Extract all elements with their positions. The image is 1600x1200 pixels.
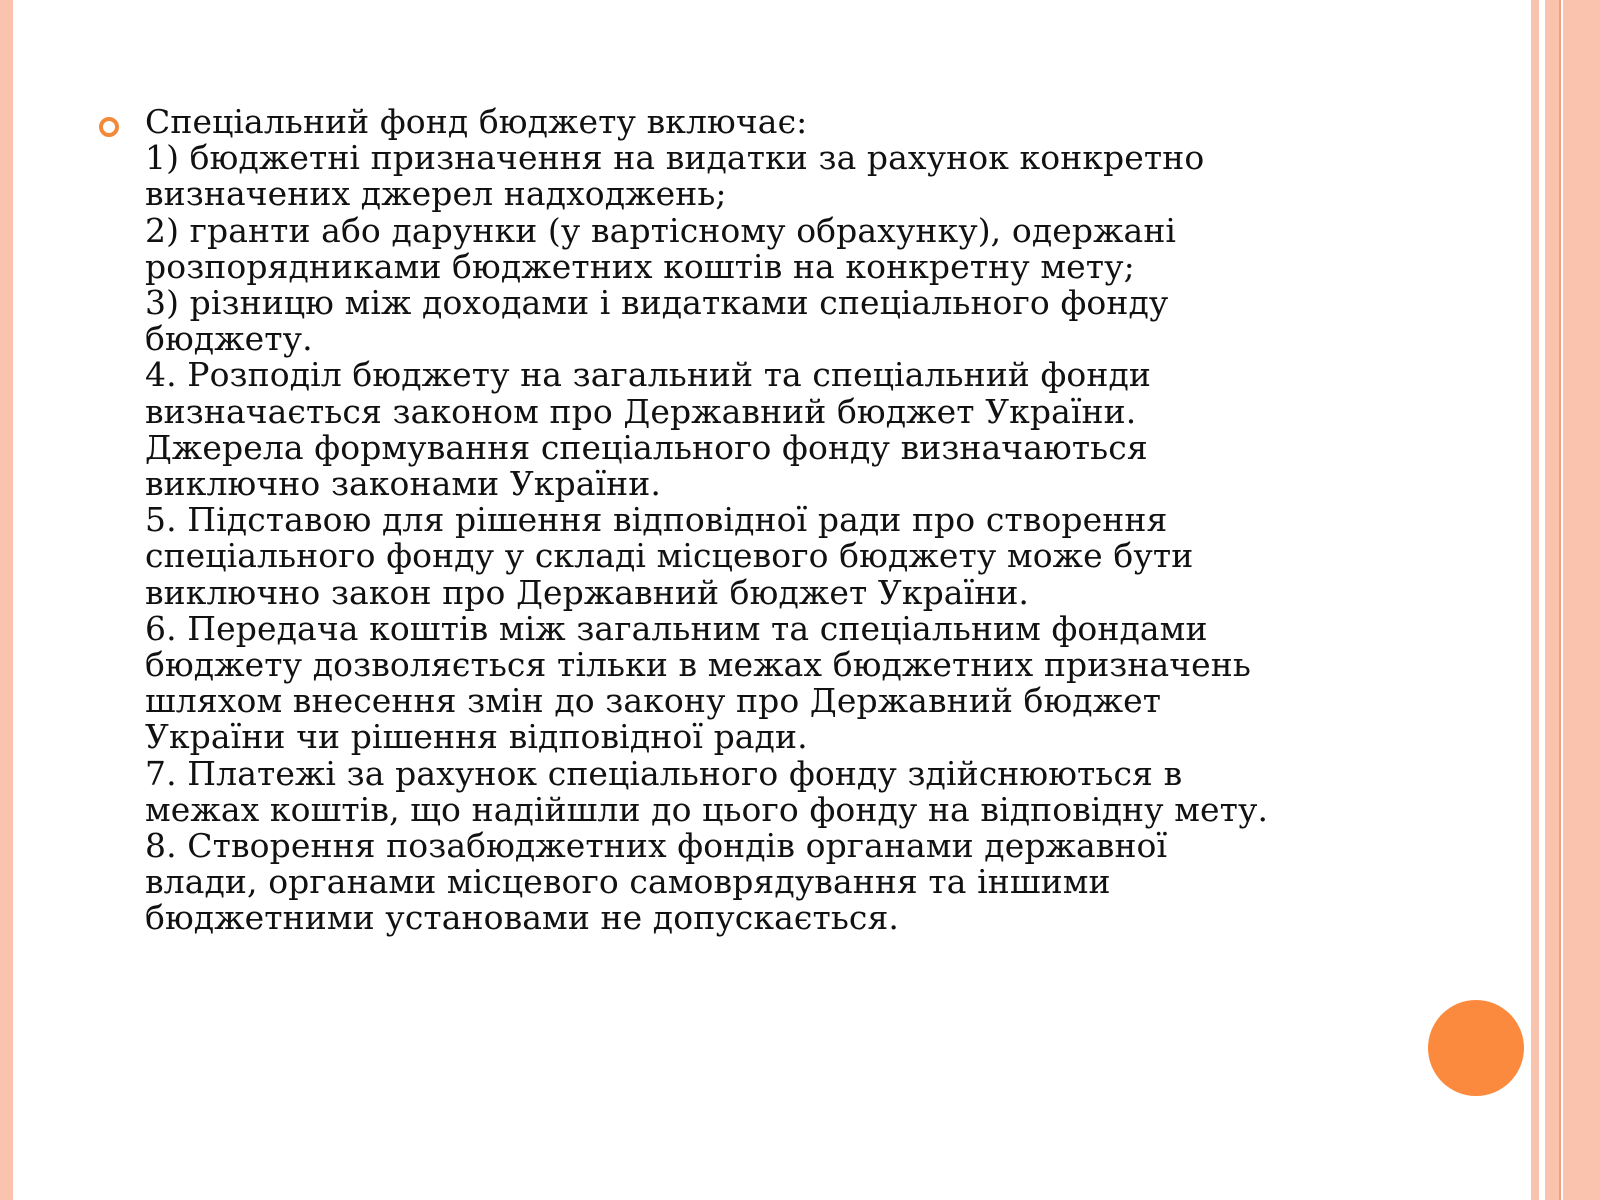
text-line: 7. Платежі за рахунок спеціального фонду здійснюються в (145, 753, 1183, 793)
decorative-orange-circle (1428, 1000, 1524, 1096)
text-line: розпорядниками бюджетних коштів на конкретну мету; (145, 246, 1135, 286)
text-line: шляхом внесення змін до закону про Державний бюджет (145, 681, 1162, 721)
right-border-stripe (1563, 0, 1600, 1200)
text-line: бюджетними установами не допускається. (145, 898, 899, 938)
text-line: Джерела формування спеціального фонду визначаються (145, 427, 1148, 467)
text-line: 8. Створення позабюджетних фондів органами державної (145, 826, 1168, 866)
right-border-line (1559, 0, 1561, 1200)
slide-body-text (145, 104, 1475, 937)
text-line: визначається законом про Державний бюджет України. (145, 391, 1137, 431)
right-border-stripe (1531, 0, 1539, 1200)
text-line: влади, органами місцевого самоврядування та іншими (145, 862, 1111, 902)
text-line: визначених джерел надходжень; (145, 174, 727, 214)
hollow-circle-bullet-icon (99, 117, 119, 137)
right-border-stripe (1545, 0, 1559, 1200)
text-line: спеціального фонду у складі місцевого бюджету може бути (145, 536, 1194, 576)
text-line: 6. Передача коштів між загальним та спеціальним фондами (145, 608, 1208, 648)
text-line: 1) бюджетні призначення на видатки за рахунок конкретно (145, 138, 1205, 178)
text-line: Спеціальний фонд бюджету включає: (145, 102, 808, 141)
left-border-stripe (0, 0, 13, 1200)
text-line: виключно законами України. (145, 464, 661, 504)
text-line: бюджету дозволяється тільки в межах бюджетних призначень (145, 645, 1251, 685)
text-line: 4. Розподіл бюджету на загальний та спеціальний фонди (145, 355, 1151, 395)
text-line: 3) різницю між доходами і видатками спеціального фонду (145, 283, 1169, 323)
text-line: виключно закон про Державний бюджет України. (145, 572, 1030, 612)
text-line: 5. Підставою для рішення відповідної ради про створення (145, 500, 1168, 540)
text-line: бюджету. (145, 319, 313, 359)
text-line: 2) гранти або дарунки (у вартісному обрахунку), одержані (145, 210, 1177, 250)
text-line: межах коштів, що надійшли до цього фонду на відповідну мету. (145, 789, 1269, 829)
text-line: України чи рішення відповідної ради. (145, 717, 808, 757)
